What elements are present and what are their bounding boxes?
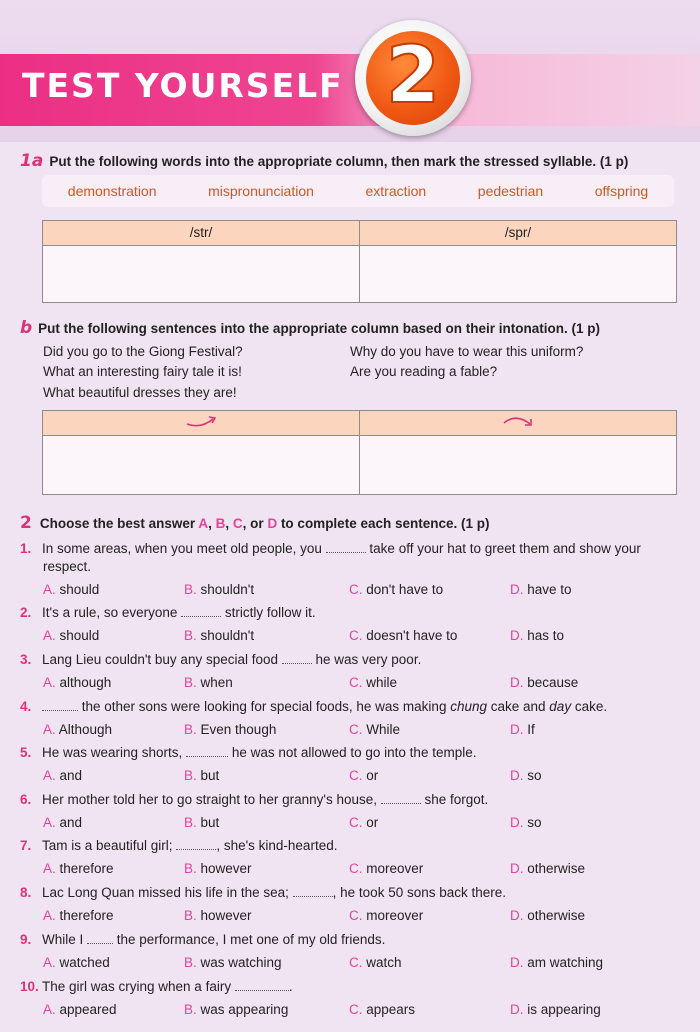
section-2-number: 2 xyxy=(20,513,32,533)
option-text: doesn't have to xyxy=(362,628,458,643)
question-text xyxy=(20,885,690,900)
option-text: but xyxy=(196,768,220,783)
falling-intonation-icon xyxy=(498,411,538,431)
option-text: although xyxy=(55,675,112,690)
option-letter: D. xyxy=(510,768,524,783)
question-pre: Her mother told her to go straight to her granny's house, xyxy=(42,792,381,807)
answer-option[interactable] xyxy=(184,1002,288,1017)
answer-option[interactable] xyxy=(510,955,603,970)
question-text xyxy=(20,979,690,994)
answer-option[interactable] xyxy=(43,955,110,970)
option-letter: C. xyxy=(349,1002,363,1017)
option-text: but xyxy=(196,815,220,830)
question-pre: The girl was crying when a fairy xyxy=(42,979,235,994)
word-item: pedestrian xyxy=(477,183,544,199)
option-text: shouldn't xyxy=(196,582,255,597)
option-text: While xyxy=(362,722,401,737)
sentence-item: Did you go to the Giong Festival? xyxy=(43,344,243,359)
option-text: however xyxy=(196,861,252,876)
answer-option[interactable] xyxy=(349,955,402,970)
column-header-spr: /spr/ xyxy=(504,225,532,240)
question-pre: He was wearing shorts, xyxy=(42,745,187,760)
option-letter: A. xyxy=(43,582,56,597)
option-letter: B. xyxy=(184,675,197,690)
option-letter: D. xyxy=(510,861,524,876)
option-letter: C. xyxy=(349,628,363,643)
option-letter: A. xyxy=(43,768,56,783)
option-letter: A. xyxy=(43,722,56,737)
option-text: watch xyxy=(362,955,402,970)
option-letter: C. xyxy=(349,582,363,597)
question-post: . xyxy=(288,979,293,994)
question-post: , he took 50 sons back there. xyxy=(332,885,507,900)
option-text: is appearing xyxy=(523,1002,601,1017)
answer-option[interactable] xyxy=(184,768,219,783)
answer-option[interactable] xyxy=(43,815,82,830)
option-text: otherwise xyxy=(523,861,586,876)
answer-option[interactable] xyxy=(184,628,254,643)
option-letter: B. xyxy=(184,768,197,783)
sentence-item: What an interesting fairy tale it is! xyxy=(43,364,242,379)
answer-option[interactable] xyxy=(184,815,219,830)
column-header-rising xyxy=(43,411,360,435)
question-post: , she's kind-hearted. xyxy=(216,838,338,853)
option-text: should xyxy=(55,628,100,643)
question-post: she forgot. xyxy=(420,792,489,807)
question-pre: In some areas, when you meet old people, you xyxy=(42,541,326,556)
answer-option[interactable] xyxy=(349,908,423,923)
option-text: so xyxy=(523,815,542,830)
answer-option[interactable] xyxy=(510,628,564,643)
answer-option[interactable] xyxy=(510,908,585,923)
question-number: 8. xyxy=(20,885,32,900)
option-letter: B. xyxy=(184,582,197,597)
question-text xyxy=(20,792,690,807)
word-item: extraction xyxy=(365,183,427,199)
option-text: was watching xyxy=(196,955,282,970)
question-pre: While I xyxy=(42,932,88,947)
answer-option[interactable] xyxy=(349,861,423,876)
answer-blank[interactable] xyxy=(293,886,333,897)
option-letter: B. xyxy=(184,815,197,830)
option-letter: C. xyxy=(349,815,363,830)
word-item: offspring xyxy=(594,183,649,199)
option-letter: A. xyxy=(43,675,56,690)
question-post: the performance, I met one of my old friends. xyxy=(113,932,386,947)
answer-option[interactable] xyxy=(510,722,535,737)
option-text: watched xyxy=(55,955,110,970)
option-letter: D. xyxy=(510,955,524,970)
question-number: 2. xyxy=(20,605,32,620)
answer-option[interactable] xyxy=(349,1002,415,1017)
question-continuation: respect. xyxy=(43,559,92,574)
option-text: moreover xyxy=(362,861,424,876)
answer-option[interactable] xyxy=(349,675,397,690)
question-post: strictly follow it. xyxy=(221,605,316,620)
question-text xyxy=(20,699,690,714)
answer-option[interactable] xyxy=(43,582,99,597)
option-text: appeared xyxy=(55,1002,117,1017)
unit-number: 2 xyxy=(385,31,441,121)
option-letter: C. xyxy=(349,768,363,783)
answer-option[interactable] xyxy=(184,908,252,923)
answer-option[interactable] xyxy=(43,1002,117,1017)
letter-d: D xyxy=(267,516,278,531)
question-post: the other sons were looking for special foods, he was making chung cake and day cake. xyxy=(78,699,608,714)
question-number: 4. xyxy=(20,699,32,714)
answer-option[interactable] xyxy=(349,722,400,737)
option-text: shouldn't xyxy=(196,628,255,643)
option-text: should xyxy=(55,582,100,597)
option-text: was appearing xyxy=(196,1002,289,1017)
option-text: or xyxy=(362,768,379,783)
section-1a-instruction: Put the following words into the appropriate column, then mark the stressed syllable. (1 p) xyxy=(49,154,629,169)
option-letter: D. xyxy=(510,675,524,690)
answer-option[interactable] xyxy=(184,861,252,876)
option-text: and xyxy=(55,815,83,830)
answer-cell-falling[interactable] xyxy=(360,436,676,494)
answer-blank[interactable] xyxy=(176,839,216,850)
option-text: while xyxy=(362,675,398,690)
question-number: 3. xyxy=(20,652,32,667)
intonation-table xyxy=(42,410,677,495)
answer-blank[interactable] xyxy=(326,542,366,553)
question-number: 6. xyxy=(20,792,32,807)
answer-option[interactable] xyxy=(43,722,112,737)
rising-intonation-icon xyxy=(181,411,221,431)
intonation-table-body xyxy=(43,436,676,494)
option-text: however xyxy=(196,908,252,923)
section-1b-instruction: Put the following sentences into the appropriate column based on their intonation. (1 p) xyxy=(38,321,600,336)
section-2-instruction-b: to complete each sentence. (1 p) xyxy=(277,516,490,531)
option-letter: D. xyxy=(510,815,524,830)
answer-option[interactable] xyxy=(349,815,378,830)
letter-b: B xyxy=(215,516,226,531)
intonation-table-header xyxy=(43,411,676,436)
question-number: 7. xyxy=(20,838,32,853)
option-text: so xyxy=(523,768,542,783)
letter-a: A xyxy=(198,516,209,531)
question-text xyxy=(20,541,690,556)
question-number: 5. xyxy=(20,745,32,760)
answer-cell-spr[interactable] xyxy=(360,246,676,302)
option-letter: D. xyxy=(510,582,524,597)
answer-option[interactable] xyxy=(510,1002,601,1017)
sentence-item: What beautiful dresses they are! xyxy=(43,385,237,400)
option-text: Even though xyxy=(196,722,277,737)
answer-option[interactable] xyxy=(184,675,233,690)
option-letter: C. xyxy=(349,675,363,690)
option-letter: C. xyxy=(349,722,363,737)
answer-option[interactable] xyxy=(510,768,542,783)
section-1b-number: b xyxy=(20,318,33,338)
option-text: has to xyxy=(523,628,565,643)
question-text xyxy=(20,652,690,667)
question-number: 1. xyxy=(20,541,32,556)
question-number: 9. xyxy=(20,932,32,947)
answer-blank[interactable] xyxy=(181,606,221,617)
page-title: TEST YOURSELF xyxy=(22,66,344,105)
question-number: 10. xyxy=(20,979,39,994)
answer-option[interactable] xyxy=(349,628,457,643)
word-box xyxy=(42,175,674,207)
section-1a-heading xyxy=(20,151,628,171)
question-pre: Lac Long Quan missed his life in the sea; xyxy=(42,885,293,900)
answer-blank[interactable] xyxy=(87,933,113,944)
option-letter: D. xyxy=(510,722,524,737)
stress-table-header xyxy=(43,221,676,246)
answer-blank[interactable] xyxy=(42,700,78,711)
option-letter: A. xyxy=(43,908,56,923)
question-post: he was not allowed to go into the temple. xyxy=(228,745,477,760)
option-text: or xyxy=(362,815,379,830)
option-text: moreover xyxy=(362,908,424,923)
answer-option[interactable] xyxy=(510,815,542,830)
question-pre: It's a rule, so everyone xyxy=(42,605,182,620)
option-text: when xyxy=(196,675,233,690)
answer-option[interactable] xyxy=(510,582,572,597)
option-letter: B. xyxy=(184,628,197,643)
question-text xyxy=(20,605,690,620)
option-text: am watching xyxy=(523,955,604,970)
option-text: have to xyxy=(523,582,572,597)
question-text xyxy=(20,932,690,947)
option-text: appears xyxy=(362,1002,416,1017)
answer-option[interactable] xyxy=(349,582,443,597)
option-letter: A. xyxy=(43,815,56,830)
section-1b-heading xyxy=(20,318,600,338)
sentence-item: Why do you have to wear this uniform? xyxy=(350,344,584,359)
sentence-item: Are you reading a fable? xyxy=(350,364,498,379)
option-letter: D. xyxy=(510,628,524,643)
answer-option[interactable] xyxy=(43,675,111,690)
answer-option[interactable] xyxy=(184,955,282,970)
option-letter: C. xyxy=(349,908,363,923)
answer-blank[interactable] xyxy=(381,793,421,804)
answer-option[interactable] xyxy=(349,768,378,783)
word-item: demonstration xyxy=(67,183,157,199)
unit-badge-inner xyxy=(366,31,460,125)
option-letter: A. xyxy=(43,628,56,643)
answer-option[interactable] xyxy=(184,582,254,597)
option-letter: B. xyxy=(184,908,197,923)
option-letter: B. xyxy=(184,722,197,737)
option-text: If xyxy=(523,722,535,737)
answer-blank[interactable] xyxy=(282,653,312,664)
option-text: because xyxy=(523,675,579,690)
answer-cell-rising[interactable] xyxy=(43,436,360,494)
stress-table-body xyxy=(43,246,676,302)
question-text xyxy=(20,745,690,760)
column-header-falling xyxy=(360,411,676,435)
option-text: otherwise xyxy=(523,908,586,923)
option-letter: A. xyxy=(43,861,56,876)
section-1a-number: 1a xyxy=(20,151,44,171)
option-letter: B. xyxy=(184,861,197,876)
option-text: Although xyxy=(55,722,113,737)
option-letter: A. xyxy=(43,955,56,970)
question-text xyxy=(20,838,690,853)
answer-option[interactable] xyxy=(510,675,578,690)
answer-option[interactable] xyxy=(43,908,114,923)
answer-option[interactable] xyxy=(510,861,585,876)
column-header-str: /str/ xyxy=(43,221,360,245)
option-letter: B. xyxy=(184,955,197,970)
option-text: therefore xyxy=(55,861,114,876)
stress-table xyxy=(42,220,677,303)
option-letter: C. xyxy=(349,861,363,876)
option-letter: A. xyxy=(43,1002,56,1017)
question-pre: Lang Lieu couldn't buy any special food xyxy=(42,652,282,667)
option-text: therefore xyxy=(55,908,114,923)
section-2-heading: 2 Choose the best answer A, B, C, or D to complete each sentence. (1 p) xyxy=(20,513,490,533)
answer-option[interactable] xyxy=(43,768,82,783)
option-letter: D. xyxy=(510,1002,524,1017)
answer-option[interactable] xyxy=(43,861,114,876)
option-letter: B. xyxy=(184,1002,197,1017)
answer-cell-str[interactable] xyxy=(43,246,360,302)
question-pre: Tam is a beautiful girl; xyxy=(42,838,177,853)
word-item: mispronunciation xyxy=(208,183,314,199)
answer-option[interactable] xyxy=(43,628,99,643)
question-post: he was very poor. xyxy=(311,652,422,667)
answer-option[interactable] xyxy=(184,722,276,737)
answer-blank[interactable] xyxy=(186,746,228,757)
letter-c: C xyxy=(232,516,243,531)
option-letter: D. xyxy=(510,908,524,923)
section-2-instruction-a: Choose the best answer xyxy=(39,516,199,531)
question-post: take off your hat to greet them and show your xyxy=(365,541,641,556)
answer-blank[interactable] xyxy=(235,980,289,991)
unit-badge xyxy=(355,20,471,136)
option-text: and xyxy=(55,768,83,783)
option-letter: C. xyxy=(349,955,363,970)
option-text: don't have to xyxy=(362,582,444,597)
